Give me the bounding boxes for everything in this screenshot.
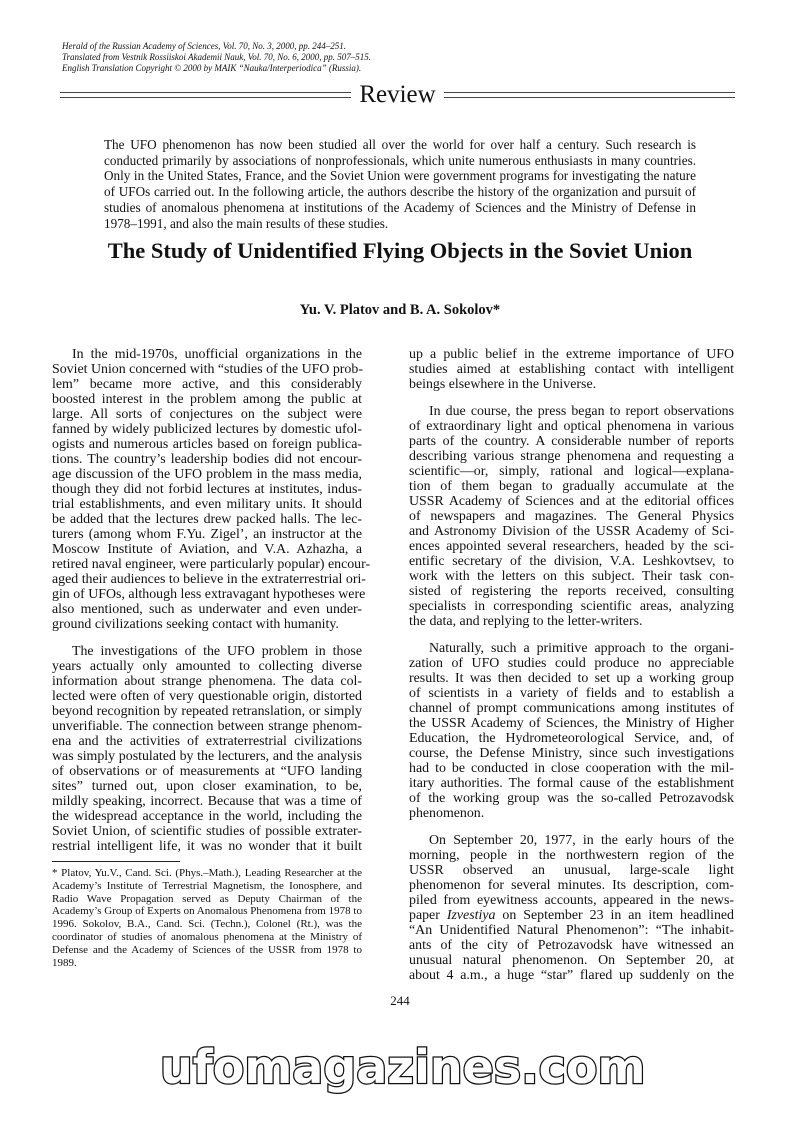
paragraph [409, 833, 734, 983]
text-line: tions. The country’s leadership bodies did not encour- [52, 452, 362, 467]
text-line: Naturally, such a primitive approach to the organi- [429, 641, 734, 656]
citation-line: Translated from Vestnik Rossiiskoi Akademii Nauk, Vol. 70, No. 6, 2000, pp. 507–515. [62, 52, 371, 62]
text-line: up a public belief in the extreme importance of UFO [409, 347, 734, 362]
text-line: and Astronomy Division of the USSR Academy of Sci- [409, 524, 734, 539]
text-line: had to be conducted in close cooperation with the mil- [409, 761, 734, 776]
text-line: restrial intelligent life, it was no wonder that it built [52, 839, 362, 854]
text-line: years actually only amounted to collecting diverse [52, 659, 362, 674]
text-line: of the working group was the so-called Petrozavodsk [409, 791, 734, 806]
text-line: The investigations of the UFO problem in those [72, 644, 362, 659]
text-line: beyond recognition by repeated retranslation, or simply [52, 704, 362, 719]
text-line: ground civilizations seeking contact with humanity. [52, 617, 339, 632]
text-line: though they did not forbid lectures at institutes, indus- [52, 482, 362, 497]
text-line: the data, and replying to the letter-writers. [409, 614, 643, 629]
text-line: sisted of registering the reports received, consulting [409, 584, 734, 599]
section-label: Review [359, 81, 436, 108]
citation-line: Herald of the Russian Academy of Sciences, Vol. 70, No. 3, 2000, pp. 244–251. [62, 41, 347, 51]
authors: Yu. V. Platov and B. A. Sokolov* [299, 302, 501, 318]
text-line: Soviet Union concerned with “studies of the UFO prob- [52, 362, 363, 377]
text-line: fanned by widely publicized lectures by domestic ufol- [52, 422, 362, 437]
text-line: ogists and numerous articles based on foreign publica- [52, 437, 362, 452]
text-line: turers (among whom F.Yu. Zigel’, an instructor at the [52, 527, 362, 542]
text-line: was simply postulated by the lecturers, and the analysis [52, 749, 362, 764]
text-line: of observations or of measurements at “UFO landing [52, 764, 362, 779]
text-line: channel of prompt communications among institutes of [409, 701, 734, 716]
text-line: entific secretary of the division, V.A. Leshkovtsev, to [409, 554, 734, 569]
text-line: of newspapers and magazines. The General Physics [409, 509, 734, 524]
text-line: In due course, the press began to report observations [429, 404, 734, 419]
footnote: * Platov, Yu.V., Cand. Sci. (Phys.–Math.), Leading Researcher at the Academy’s Institute of Terrestrial Magnetism, the Ionosphere, and Radio Wave Propagation served as Deputy Chairman of the Academy’s Group of Experts on Anomalous Phenomena from 1978 to 1996. Sokolov, B.A., Cand. Sci. (Techn.), Colonel (Rt.), was the coordinator of studies of anomalous phenomena at the Ministry of Defense and the Academy of Sciences of the USSR from 1978 to 1989. [52, 867, 362, 969]
text-line: information about strange phenomena. The data col- [52, 674, 362, 689]
paragraph [409, 404, 734, 629]
text-line: be added that the lectures drew packed halls. The lec- [52, 512, 362, 527]
paragraph [409, 641, 734, 821]
text-line: specialists in corresponding scientific areas, analyzing [409, 599, 734, 614]
text-line: large. All sorts of conjectures on the subject were [52, 407, 362, 422]
text-line: course, the Defense Ministry, since such investigations [409, 746, 734, 761]
text-line: the USSR Academy of Sciences, the Ministry of Higher [409, 716, 734, 731]
text-line: zation of UFO studies could produce no appreciable [409, 656, 734, 671]
divider [60, 92, 351, 98]
text-line: morning, people in the northwestern region of the [409, 848, 734, 863]
text-line: sites” turned out, upon closer examination, to be, [52, 779, 362, 794]
text-line: USSR observed an unusual, large-scale light [409, 863, 734, 878]
text-line: also mentioned, such as underwater and even under- [52, 602, 362, 617]
text-line: parts of the country. A considerable number of reports [409, 434, 734, 449]
text-line: describing various strange phenomena and requesting a [409, 449, 734, 464]
newspaper-name: Izvestiya [446, 908, 496, 923]
watermark-logo: ufomagazines.com [160, 1040, 646, 1094]
text-line: unverifiable. The connection between strange phenom- [52, 719, 362, 734]
text-line: trial establishments, and even military units. It should [52, 497, 362, 512]
left-column [52, 347, 371, 854]
text-line: beings elsewhere in the Universe. [409, 377, 597, 392]
abstract: The UFO phenomenon has now been studied all over the world for over half a century. Such research is conducted primarily by associations of nonprofessionals, which unite numerous enthusiasts in many countries. Only in the United States, France, and the Soviet Union were government programs for investigating the nature of UFOs carried out. In the following article, the authors describe the history of the organization and pursuit of studies of anomalous phenomena at institutions of the Academy of Sciences and the Ministry of Defense in 1978–1991, and also the main results of these studies. [104, 137, 696, 231]
paragraph [52, 644, 362, 854]
citation-line: English Translation Copyright © 2000 by MAIK “Nauka/Interperiodica” (Russia). [62, 63, 362, 73]
section-heading [60, 80, 735, 110]
text-line: lem” became more active, and this considerably [52, 377, 362, 392]
text-line: results. It was then decided to set up a working group [409, 671, 734, 686]
text-line: work with the letters on this subject. Their task con- [409, 569, 734, 584]
text-line: of scientists in a variety of fields and to establish a [409, 686, 734, 701]
article-title: The Study of Unidentified Flying Objects in the Soviet Union [107, 238, 693, 263]
text-line: ants of the city of Petrozavodsk have witnessed an [409, 938, 734, 953]
citation-header [62, 41, 371, 74]
text-line: Soviet Union, of scientific studies of possible extrater- [52, 824, 362, 839]
footnote-divider [52, 861, 180, 862]
text-line: aged their audiences to believe in the extraterrestrial ori- [52, 572, 366, 587]
text-line: studies aimed at establishing contact with intelligent [409, 362, 734, 377]
text-line: unusual natural phenomenon. On September 20, at [409, 953, 734, 968]
text-line: Moscow Institute of Aviation, and V.A. Azhazha, a [52, 542, 362, 557]
text-line: gin of UFOs, although less extravagant hypotheses were [52, 587, 366, 602]
text-line: mildly speaking, incorrect. Because that was a time of [52, 794, 362, 809]
text-line: “An Unidentified Natural Phenomenon”: “The inhabit- [409, 923, 734, 938]
text-line: the widespread acceptance in the world, including the [52, 809, 362, 824]
text-line: Education, the Hydrometeorological Service, and, of [409, 731, 734, 746]
text-line: age discussion of the UFO problem in the mass media, [52, 467, 362, 482]
paragraph [409, 347, 734, 392]
page-number: 244 [390, 993, 410, 1008]
text-line: boosted interest in the problem among the public at [52, 392, 362, 407]
right-column [409, 347, 734, 983]
text-line: piled from eyewitness accounts, appeared in the news- [409, 893, 734, 908]
text-line: In the mid-1970s, unofficial organizations in the [72, 347, 362, 362]
text-line: of extraordinary light and optical phenomena in various [409, 419, 734, 434]
text-line: retired naval engineer, were particularly popular) encour- [52, 557, 371, 572]
text-line: ences appointed several researchers, headed by the sci- [409, 539, 734, 554]
text-line: itary authorities. The formal cause of the establishment [409, 776, 734, 791]
text-line: ena and the activities of extraterrestrial civilizations [52, 734, 362, 749]
text-line: tion of them began to gradually accumulate at the [409, 479, 734, 494]
text-line: phenomenon for several minutes. Its description, com- [409, 878, 734, 893]
text-line: paper Izvestiya on September 23 in an item headlined [409, 908, 735, 923]
paragraph [52, 347, 371, 632]
text-line: lected were often of very questionable origin, distorted [52, 689, 362, 704]
text-line: phenomenon. [409, 806, 485, 821]
divider [444, 92, 735, 98]
text-line: about 4 a.m., a huge “star” flared up suddenly on the [409, 968, 734, 983]
text-line: USSR Academy of Sciences and at the editorial offices [409, 494, 734, 509]
text-line: On September 20, 1977, in the early hours of the [429, 833, 734, 848]
text-line: scientific—or, simply, rational and logical—explana- [409, 464, 734, 479]
